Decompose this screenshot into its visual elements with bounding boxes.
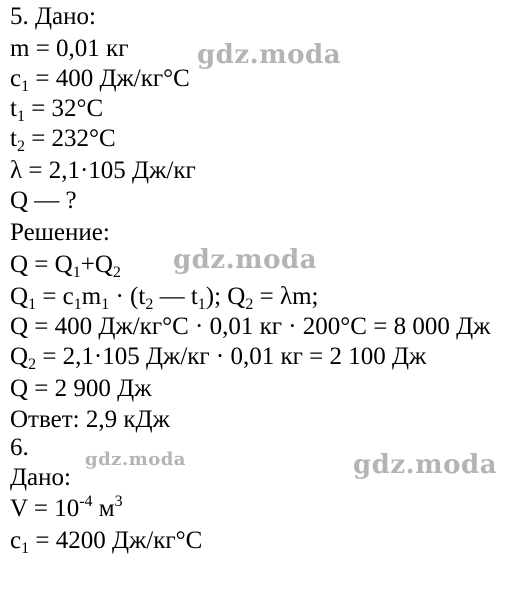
eq4-part-b: = 2,1·105 Дж/кг · 0,01 кг = 2 100 Дж bbox=[36, 343, 427, 370]
t1-symbol: t bbox=[10, 95, 17, 122]
volume-part-a: V = 10 bbox=[10, 495, 80, 522]
eq2-part-2: = c bbox=[36, 283, 74, 310]
eq1-part-a: Q = Q bbox=[10, 251, 73, 278]
eq4-part-a: Q bbox=[10, 343, 29, 370]
eq2-part-3: m bbox=[81, 283, 102, 310]
volume-exponent: -4 bbox=[79, 493, 93, 510]
given-volume bbox=[10, 494, 123, 524]
unknown-q: Q — ? bbox=[10, 187, 77, 214]
eq1-part-b: +Q bbox=[80, 251, 113, 278]
problem6-number: 6. bbox=[10, 434, 29, 461]
equation-total-heat bbox=[10, 250, 121, 280]
given-t2 bbox=[10, 124, 116, 154]
watermark: gdz.moda bbox=[85, 449, 186, 470]
problem5-header: 5. Дано: bbox=[10, 3, 96, 30]
eq2-sub-3: 1 bbox=[101, 296, 110, 313]
c1-value: = 400 Дж/кг°C bbox=[29, 65, 190, 92]
solution-label: Решение: bbox=[10, 219, 110, 246]
volume-unit: м bbox=[92, 495, 115, 522]
eq2-sub-5: 1 bbox=[197, 296, 206, 313]
c1-symbol: c bbox=[10, 65, 22, 92]
answer: Ответ: 2,9 кДж bbox=[10, 406, 170, 433]
eq2-part-1: Q bbox=[10, 283, 29, 310]
eq2-part-6: ); Q bbox=[205, 283, 246, 310]
watermark: gdz.moda bbox=[197, 40, 342, 70]
eq2-sub-2: 1 bbox=[73, 296, 82, 313]
t2-symbol: t bbox=[10, 125, 17, 152]
given-mass bbox=[10, 34, 128, 64]
given-lambda: λ = 2,1·105 Дж/кг bbox=[10, 157, 196, 184]
volume-unit-exponent: 3 bbox=[114, 493, 123, 510]
given-t1 bbox=[10, 94, 103, 124]
p6-c1-subscript: 1 bbox=[21, 540, 30, 557]
given-heat-capacity bbox=[10, 64, 190, 94]
eq2-part-5: — t bbox=[153, 283, 198, 310]
t1-subscript: 1 bbox=[16, 108, 25, 125]
eq4-sub-a: 2 bbox=[28, 356, 37, 373]
equation-heating: Q = 400 Дж/кг°C · 0,01 кг · 200°C = 8 000 Дж bbox=[10, 313, 491, 340]
eq1-sub-a: 1 bbox=[72, 264, 81, 281]
c1-subscript: 1 bbox=[21, 78, 30, 95]
watermark: gdz.moda bbox=[353, 450, 498, 480]
watermark: gdz.moda bbox=[173, 245, 318, 275]
eq2-part-7: = λm; bbox=[253, 283, 319, 310]
t2-subscript: 2 bbox=[16, 138, 25, 155]
equation-formulas bbox=[10, 282, 318, 312]
eq2-sub-4: 2 bbox=[145, 296, 154, 313]
eq2-sub-1: 1 bbox=[28, 296, 37, 313]
eq1-sub-b: 2 bbox=[112, 264, 121, 281]
p6-c1-value: = 4200 Дж/кг°C bbox=[29, 527, 203, 554]
problem6-heat-capacity bbox=[10, 526, 202, 556]
equation-melting bbox=[10, 342, 426, 372]
p6-c1-symbol: c bbox=[10, 527, 22, 554]
mass-value: = 0,01 кг bbox=[29, 35, 129, 62]
eq2-sub-6: 2 bbox=[245, 296, 254, 313]
problem6-given-label: Дано: bbox=[10, 464, 71, 491]
equation-result: Q = 2 900 Дж bbox=[10, 375, 152, 402]
t2-value: = 232°C bbox=[24, 125, 116, 152]
mass-symbol: m bbox=[10, 35, 30, 62]
eq2-part-4: · (t bbox=[109, 283, 146, 310]
t1-value: = 32°C bbox=[24, 95, 104, 122]
